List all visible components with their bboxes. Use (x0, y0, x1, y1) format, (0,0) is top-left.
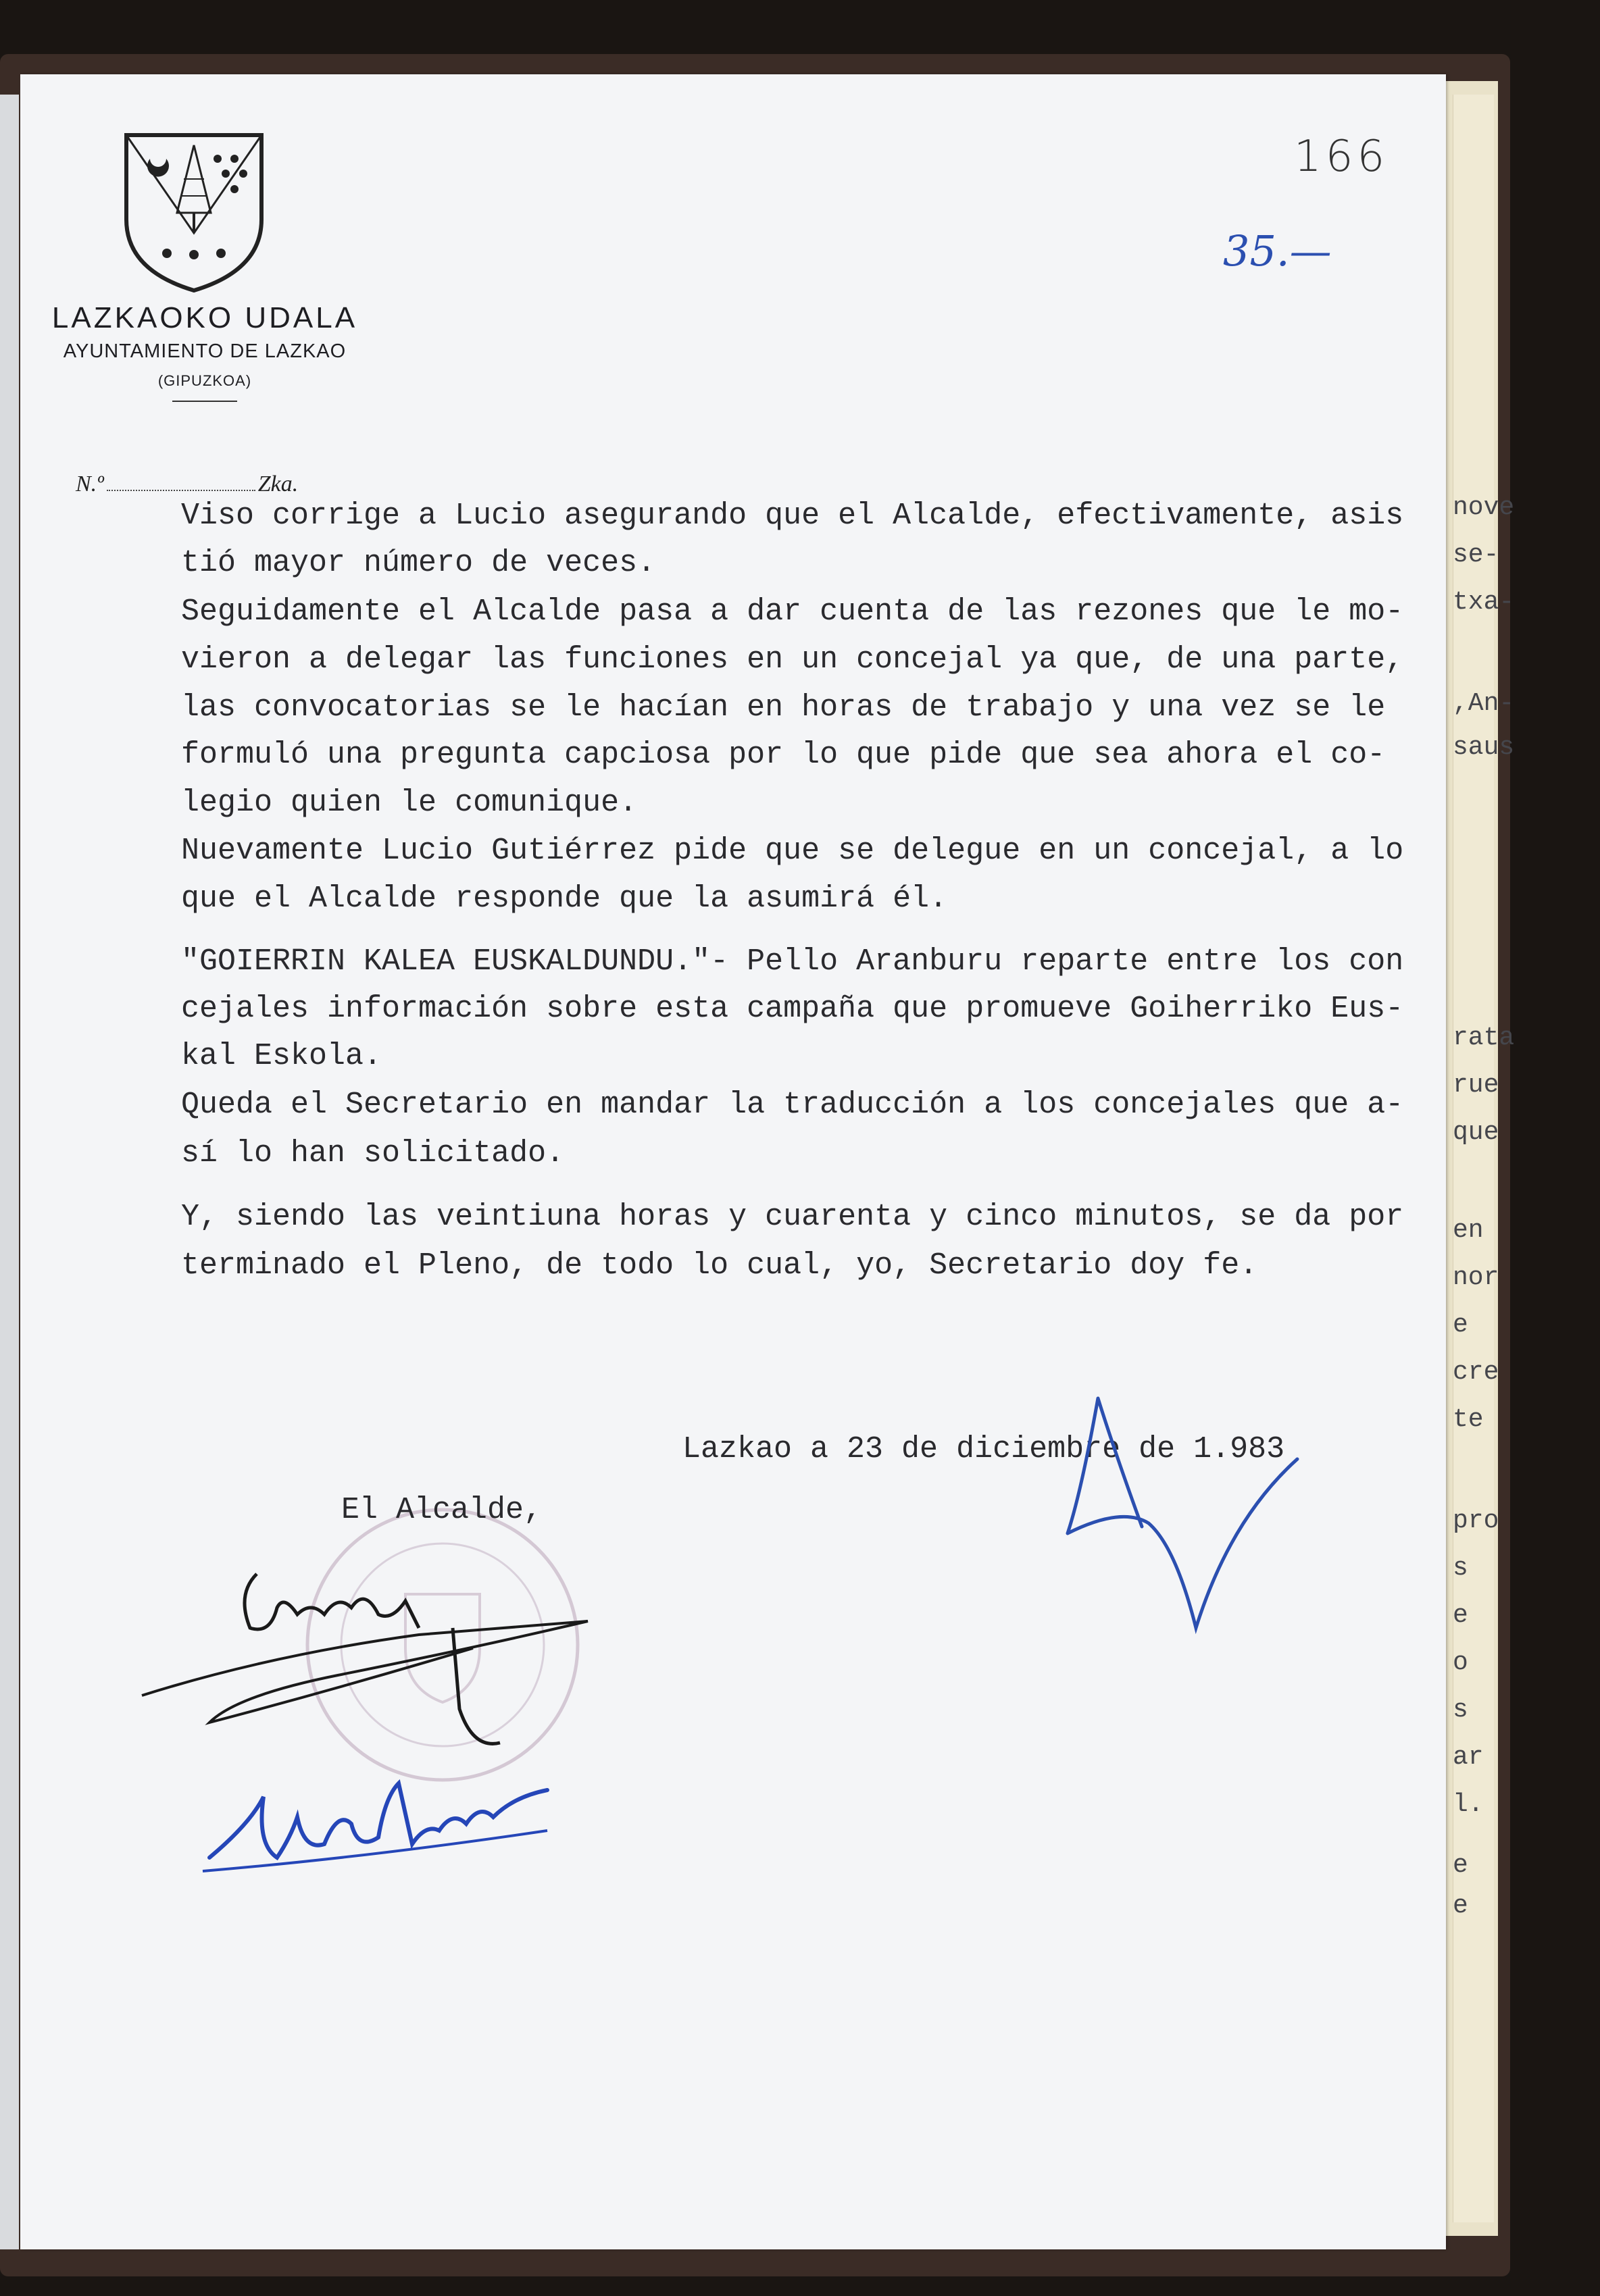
edge-fragment: o (1453, 1648, 1468, 1677)
org-province: (GIPUZKOA) (157, 372, 252, 389)
edge-fragment: ,An- (1453, 689, 1515, 718)
letterhead-rule (172, 401, 237, 402)
text-line: sí lo han solicitado. (181, 1136, 565, 1171)
text-line: tió mayor número de veces. (181, 546, 656, 580)
date-line: Lazkao a 23 de diciembre de 1.983 (682, 1432, 1285, 1466)
mayor-signature-icon (135, 1554, 608, 1783)
edge-fragment: ar (1453, 1743, 1484, 1772)
text-line: formuló una pregunta capciosa por lo que pide que sea ahora el co- (181, 738, 1386, 772)
signature-label: El Alcalde, (341, 1493, 543, 1527)
edge-fragment: e (1453, 1891, 1468, 1920)
edge-fragment: cre (1453, 1358, 1499, 1387)
text-line: vieron a delegar las funciones en un concejal ya que, de una parte, (181, 642, 1404, 677)
councilor-signature-icon (196, 1756, 574, 1891)
text-line: cejales información sobre esta campaña que promueve Goiherriko Eus- (181, 992, 1404, 1026)
text-line: Queda el Secretario en mandar la traducción a los concejales que a- (181, 1088, 1404, 1122)
number-prefix: N.º (76, 471, 104, 496)
org-name: LAZKAOKO UDALA (51, 301, 358, 334)
edge-fragment: rata (1453, 1023, 1515, 1052)
edge-fragment: te (1453, 1405, 1484, 1434)
text-line: kal Eskola. (181, 1039, 382, 1073)
edge-fragment: rue (1453, 1071, 1499, 1100)
edge-fragment: e (1453, 1601, 1468, 1630)
edge-fragment: e (1453, 1310, 1468, 1340)
edge-fragment: nove (1453, 493, 1515, 522)
edge-fragment: que (1453, 1118, 1499, 1147)
secretary-signature-icon (1041, 1358, 1324, 1641)
reference-number-line (76, 471, 298, 497)
text-line: Viso corrige a Lucio asegurando que el Alcalde, efectivamente, asis (181, 499, 1404, 533)
letterhead (39, 301, 370, 402)
edge-fragment: e (1453, 1851, 1468, 1880)
edge-fragment: en (1453, 1216, 1484, 1245)
text-line: Nuevamente Lucio Gutiérrez pide que se delegue en un concejal, a lo (181, 834, 1404, 868)
edge-fragment: s (1453, 1695, 1468, 1725)
text-line: Seguidamente el Alcalde pasa a dar cuenta de las rezones que le mo- (181, 594, 1404, 629)
number-dots (107, 490, 255, 491)
text-line: Y, siendo las veintiuna horas y cuarenta y cinco minutos, se da por (181, 1200, 1404, 1234)
left-page-edge (0, 95, 19, 2249)
edge-fragment: l. (1453, 1790, 1484, 1819)
edge-fragment: saus (1453, 733, 1515, 762)
text-line: legio quien le comunique. (181, 786, 638, 820)
edge-fragment: s (1453, 1554, 1468, 1583)
text-line: terminado el Pleno, de todo lo cual, yo, Secretario doy fe. (181, 1248, 1258, 1283)
org-subtitle: AYUNTAMIENTO DE LAZKAO (63, 340, 347, 362)
text-line: que el Alcalde responde que la asumirá él. (181, 882, 948, 916)
number-suffix: Zka. (257, 471, 299, 496)
edge-fragment: se- (1453, 540, 1499, 569)
page-number: 166 (1294, 132, 1389, 182)
handwritten-number: 35.— (1223, 226, 1332, 276)
edge-fragment: nor (1453, 1263, 1499, 1292)
edge-fragment: txa- (1453, 588, 1515, 617)
text-line: las convocatorias se le hacían en horas de trabajo y una vez se le (181, 690, 1386, 725)
edge-fragment: pro (1453, 1506, 1499, 1535)
text-line: "GOIERRIN KALEA EUSKALDUNDU."- Pello Aranburu reparte entre los con (181, 944, 1404, 979)
municipal-crest-icon (123, 132, 265, 294)
